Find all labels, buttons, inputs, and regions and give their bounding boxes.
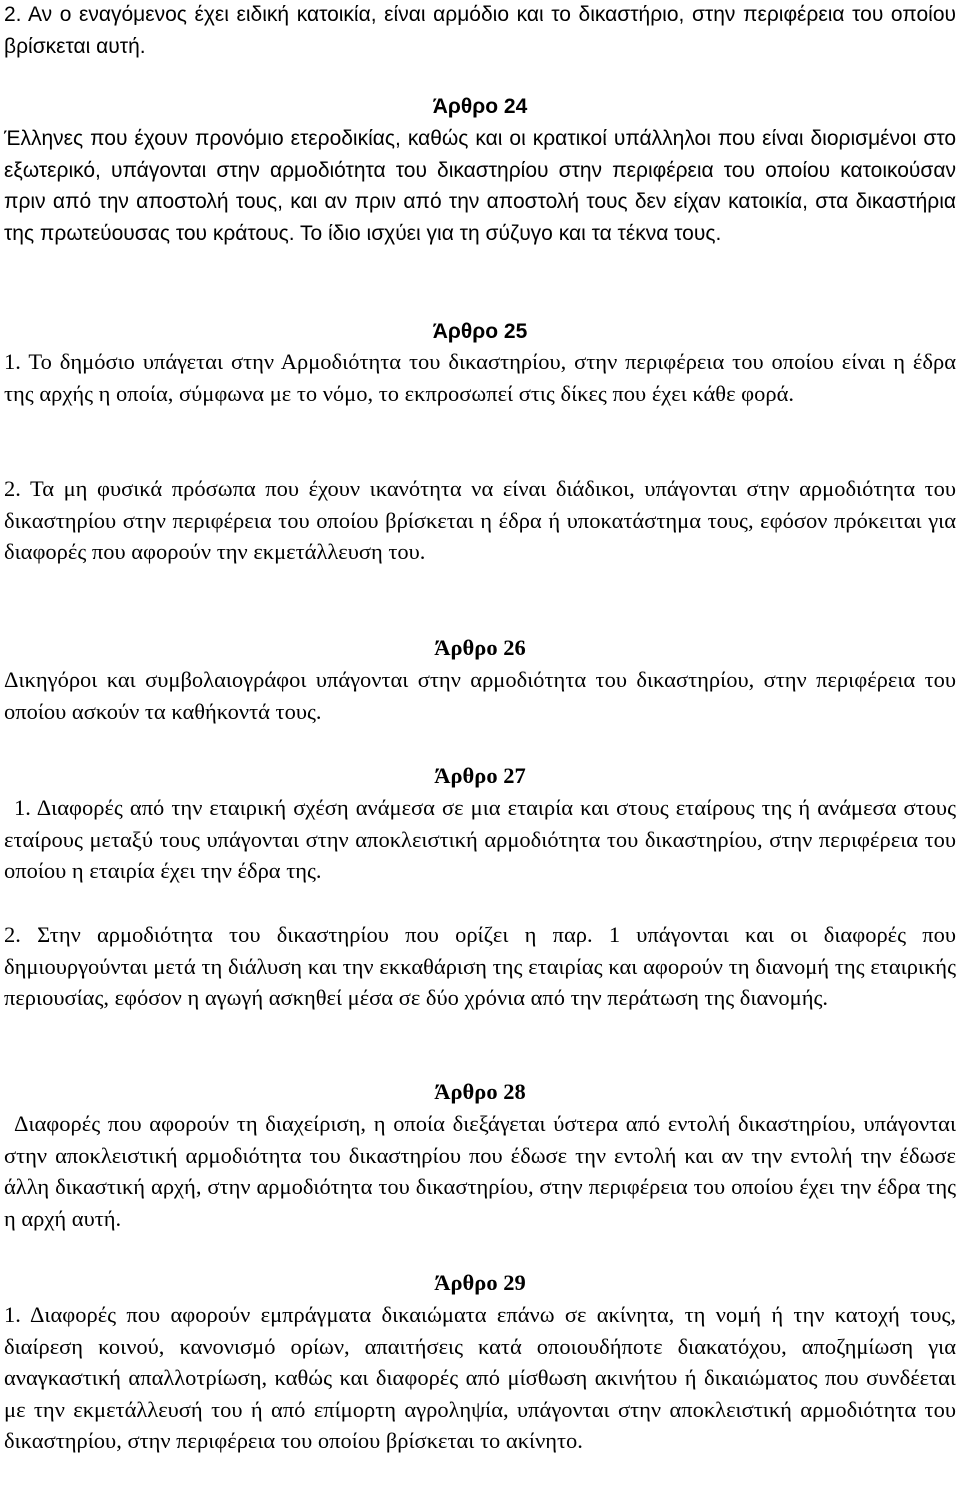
paragraph-article-27-2: 2. Στην αρμοδιότητα του δικαστηρίου που ορίζει η παρ. 1 υπάγονται και οι διαφορές που δημιουργούνται μετά τη διάλυση και την εκκαθάριση της εταιρίας και αφορούν τη διανομή της εταιρικής περιουσίας, εφόσον η αγωγή ασκηθεί μέσα σε δύο χρόνια από την περάτωση της διανομής.: [4, 922, 956, 1010]
paragraph-article-28: Διαφορές που αφορούν τη διαχείριση, η οποία διεξάγεται ύστερα από εντολή δικαστηρίου, υπάγονται στην αποκλειστική αρμοδιότητα του δικαστηρίου που έδωσε την εντολή και αν την εντολή την έδωσε άλλη δικαστική αρχή, στην αρμοδιότητα του δικαστηρίου, στην περιφέρεια του οποίου έχει την έδρα της η αρχή αυτή.: [4, 1111, 956, 1231]
paragraph-article-27-1: 1. Διαφορές από την εταιρική σχέση ανάμεσα σε μια εταιρία και στους εταίρους της ή ανάμεσα στους εταίρους μεταξύ τους υπάγονται στην αποκλειστική αρμοδιότητα του δικαστηρίου, στην περιφέρεια του οποίου η εταιρία έχει την έδρα της.: [4, 795, 956, 883]
heading-article-26: Άρθρο 26: [434, 635, 526, 660]
heading-article-28: Άρθρο 28: [434, 1079, 526, 1104]
heading-article-29: Άρθρο 29: [434, 1270, 526, 1295]
paragraph-article-26: Δικηγόροι και συμβολαιογράφοι υπάγονται στην αρμοδιότητα του δικαστηρίου, στην περιφέρεια του οποίου ασκούν τα καθήκοντά τους.: [4, 667, 956, 724]
paragraph-article-25-1: 1. Το δημόσιο υπάγεται στην Αρμοδιότητα του δικαστηρίου, στην περιφέρεια του οποίου είναι η έδρα της αρχής η οποία, σύμφωνα με το νόμο, το εκπροσωπεί στις δίκες που έχει κάθε φορά.: [4, 349, 956, 406]
paragraph-article-23-2: 2. Αν ο εναγόμενος έχει ειδική κατοικία, είναι αρμόδιο και το δικαστήριο, στην περιφέρεια του οποίου βρίσκεται αυτή.: [4, 3, 956, 58]
paragraph-article-24: Έλληνες που έχουν προνόμιο ετεροδικίας, καθώς και οι κρατικοί υπάλληλοι που είναι διορισμένοι στο εξωτερικό, υπάγονται στην αρμοδιότητα του δικαστηρίου στην περιφέρεια του οποίου κατοικούσαν πριν από την αποστολή τους, και αν πριν από την αποστολή τους δεν είχαν κατοικία, στα δικαστήρια της πρωτεύουσας του κράτους. Το ίδιο ισχύει για τη σύζυγο και τα τέκνα τους.: [4, 127, 956, 245]
heading-article-24: Άρθρο 24: [432, 95, 528, 118]
heading-article-25: Άρθρο 25: [432, 320, 528, 343]
paragraph-article-29-1: 1. Διαφορές που αφορούν εμπράγματα δικαιώματα επάνω σε ακίνητα, τη νομή ή την κατοχή τους, διαίρεση κοινού, κανονισμό ορίων, απαιτήσεις κατά οποιουδήποτε διακατόχου, αποζημίωση για αναγκαστική απαλλοτρίωση, καθώς και διαφορές από μίσθωση ακινήτου ή δικαιώματος που συνδέεται με την εκμετάλλευσή του ή από επίμορτη αγροληψία, υπάγονται στην αποκλειστική αρμοδιότητα του δικαστηρίου, στην περιφέρεια του οποίου βρίσκεται το ακίνητο.: [4, 1302, 956, 1453]
heading-article-27: Άρθρο 27: [434, 763, 526, 788]
paragraph-article-25-2: 2. Τα μη φυσικά πρόσωπα που έχουν ικανότητα να είναι διάδικοι, υπάγονται στην αρμοδιότητα του δικαστηρίου στην περιφέρεια του οποίου βρίσκεται η έδρα ή υποκατάστημα τους, εφόσον πρόκειται για διαφορές που αφορούν την εκμετάλλευση του.: [4, 476, 956, 564]
